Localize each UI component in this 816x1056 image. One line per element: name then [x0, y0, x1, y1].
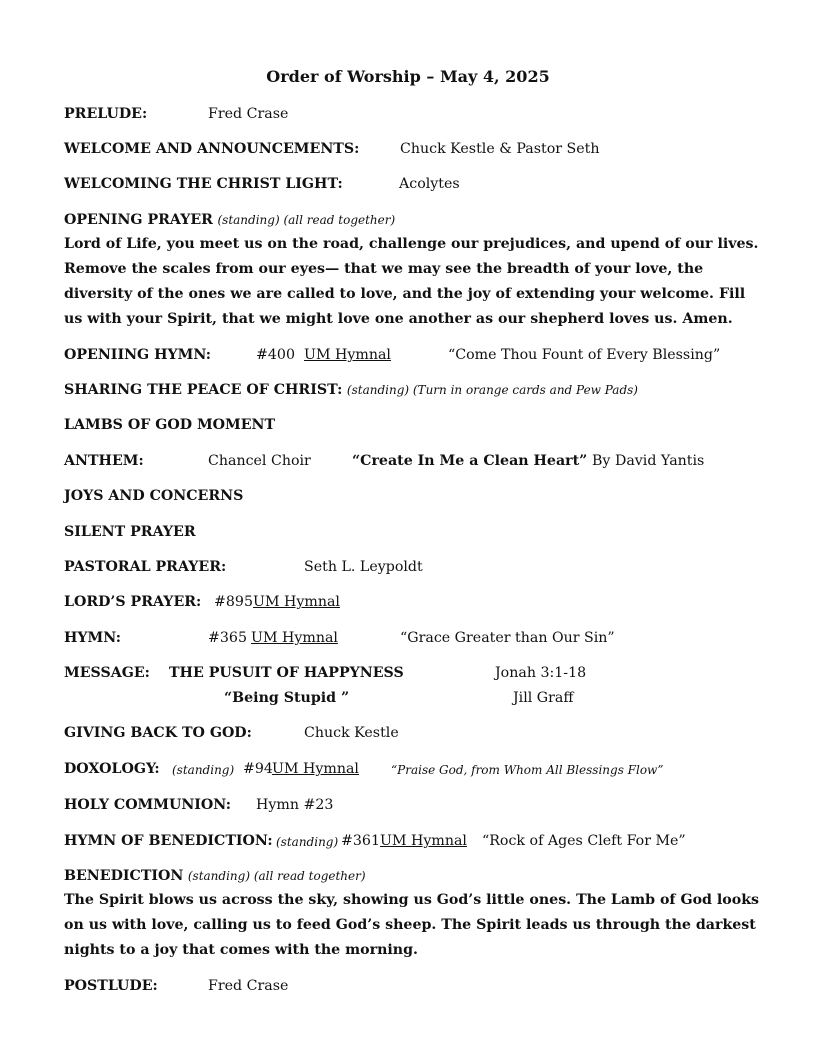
benediction-label: BENEDICTION	[64, 868, 184, 884]
message-label: MESSAGE:	[64, 665, 150, 681]
benediction-hymn-number: #361	[341, 833, 380, 849]
opening-hymn-title: “Come Thou Fount of Every Blessing”	[448, 347, 721, 363]
christ-light-value: Acolytes	[399, 176, 460, 192]
lords-prayer-number: #895	[214, 594, 253, 610]
welcome-leaders: Chuck Kestle & Pastor Seth	[400, 141, 600, 157]
hymn-hymnal: UM Hymnal	[251, 630, 338, 646]
lords-prayer-hymnal: UM Hymnal	[253, 594, 340, 610]
pastoral-label: PASTORAL PRAYER:	[64, 559, 227, 575]
benediction-note: (standing) (all read together)	[187, 869, 366, 883]
hymn-label: HYMN:	[64, 630, 121, 646]
benediction-heading	[64, 867, 760, 885]
page-title: Order of Worship – May 4, 2025	[266, 67, 550, 86]
benediction-hymn-title: “Rock of Ages Cleft For Me”	[482, 833, 686, 849]
benediction-hymn-label: HYMN OF BENEDICTION:	[64, 833, 273, 849]
message-series: THE PUSUIT OF HAPPYNESS	[169, 665, 404, 681]
doxology-hymnal: UM Hymnal	[272, 761, 359, 777]
silent-prayer-row: SILENT PRAYER	[64, 524, 196, 540]
postlude-label: POSTLUDE:	[64, 978, 158, 994]
prelude-label: PRELUDE:	[64, 106, 148, 122]
prelude-musician: Fred Crase	[208, 106, 289, 122]
opening-prayer-text: Lord of Life, you meet us on the road, challenge our prejudices, and upend of our lives. Remove the scales from our eyes— that we may see the breadth of your love, the diversity of the ones we are called to love, and the joy of extending your welcome. Fill us with your Spirit, that we might love one another as our shepherd loves us. Amen.	[64, 236, 759, 327]
communion-label: HOLY COMMUNION:	[64, 797, 231, 813]
anthem-composer: By David Yantis	[592, 453, 705, 469]
pastoral-value: Seth L. Leypoldt	[304, 559, 423, 575]
communion-value: Hymn #23	[256, 797, 334, 813]
opening-prayer-label: OPENING PRAYER	[64, 212, 213, 228]
giving-label: GIVING BACK TO GOD:	[64, 725, 252, 741]
message-sermon-title: “Being Stupid ”	[224, 690, 350, 706]
giving-value: Chuck Kestle	[304, 725, 399, 741]
peace-note: (standing) (Turn in orange cards and Pew Pads)	[346, 383, 638, 397]
doxology-title: “Praise God, from Whom All Blessings Flow”	[391, 763, 664, 777]
doxology-note: (standing)	[172, 763, 235, 777]
welcome-label: WELCOME AND ANNOUNCEMENTS:	[64, 141, 360, 157]
postlude-musician: Fred Crase	[208, 978, 289, 994]
joys-row: JOYS AND CONCERNS	[64, 488, 244, 504]
benediction-hymn-hymnal: UM Hymnal	[380, 833, 467, 849]
anthem-choir: Chancel Choir	[208, 453, 311, 469]
christ-light-label: WELCOMING THE CHRIST LIGHT:	[64, 176, 343, 192]
hymn-number: #365	[208, 630, 247, 646]
opening-hymn-number: #400	[256, 347, 295, 363]
benediction-text: The Spirit blows us across the sky, showing us God’s little ones. The Lamb of God looks on us with love, calling us to feed God’s sheep. The Spirit leads us through the darkest nights to a joy that comes with the morning.	[64, 892, 760, 958]
opening-prayer-note: (standing) (all read together)	[217, 213, 396, 227]
peace-label: SHARING THE PEACE OF CHRIST:	[64, 382, 343, 398]
opening-prayer-heading	[64, 211, 760, 229]
benediction-hymn-note: (standing)	[276, 835, 339, 849]
doxology-number: #94	[243, 761, 273, 777]
doxology-label: DOXOLOGY:	[64, 761, 160, 777]
anthem-label: ANTHEM:	[64, 453, 144, 469]
opening-hymn-hymnal: UM Hymnal	[304, 347, 391, 363]
peace-row	[64, 381, 760, 399]
lambs-of-god-row: LAMBS OF GOD MOMENT	[64, 417, 276, 433]
message-scripture: Jonah 3:1-18	[495, 665, 587, 681]
message-speaker: Jill Graff	[513, 690, 574, 706]
hymn-title: “Grace Greater than Our Sin”	[400, 630, 615, 646]
opening-hymn-label: OPENIING HYMN:	[64, 347, 212, 363]
lords-prayer-label: LORD’S PRAYER:	[64, 594, 202, 610]
anthem-title: “Create In Me a Clean Heart”	[352, 453, 588, 469]
